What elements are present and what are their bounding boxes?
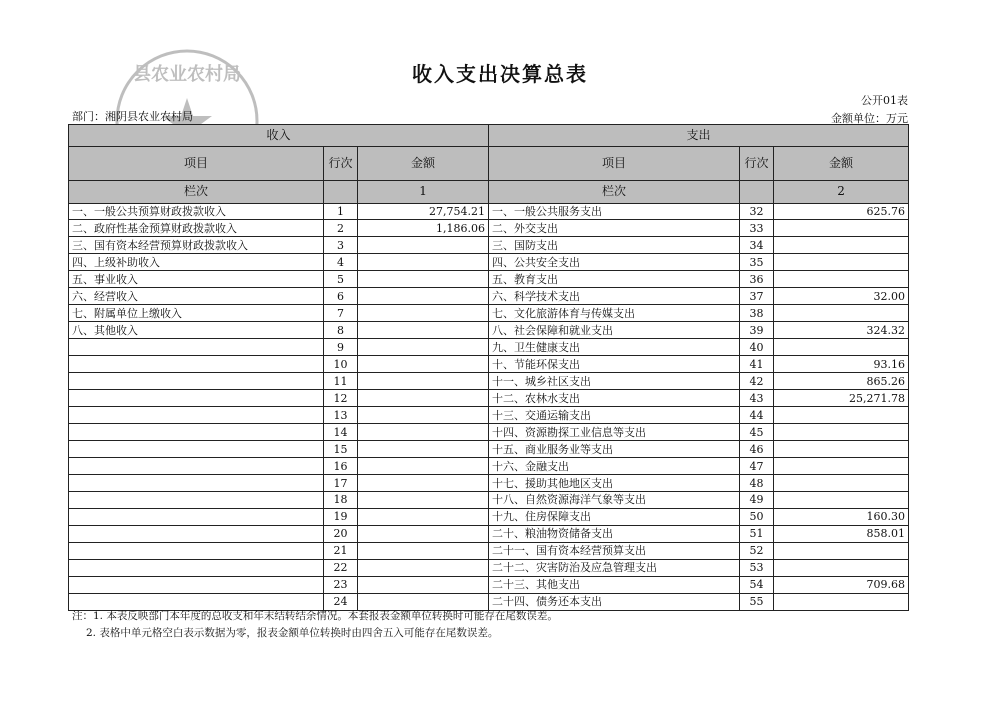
expense-cell-amount: 865.26 <box>774 373 909 390</box>
income-cell-amount <box>358 339 489 356</box>
income-cell-name: 五、事业收入 <box>69 271 324 288</box>
income-cell-row: 17 <box>324 475 358 492</box>
income-cell-amount <box>358 491 489 508</box>
expense-table-row <box>489 390 909 407</box>
expense-table <box>488 124 909 611</box>
expense-cell-name: 二、外交支出 <box>489 220 740 237</box>
income-table-row <box>69 203 489 220</box>
expense-cell-name: 二十、粮油物资储备支出 <box>489 525 740 542</box>
income-cell-name: 四、上级补助收入 <box>69 254 324 271</box>
expense-table-row <box>489 491 909 508</box>
income-cell-amount <box>358 525 489 542</box>
income-cell-amount <box>358 576 489 593</box>
expense-col-num: 2 <box>774 181 909 203</box>
expense-cell-row: 51 <box>740 525 774 542</box>
income-cell-name: 八、其他收入 <box>69 322 324 339</box>
note-1: 注：1. 本表反映部门本年度的总收支和年末结转结余情况。本套报表金额单位转换时可能存在尾数误差。 <box>72 610 558 622</box>
income-col-num: 1 <box>358 181 489 203</box>
expense-cell-name: 十、节能环保支出 <box>489 356 740 373</box>
expense-cell-name: 八、社会保障和就业支出 <box>489 322 740 339</box>
income-col-amount: 金额 <box>358 147 489 181</box>
expense-cell-amount <box>774 424 909 441</box>
expense-table-row <box>489 576 909 593</box>
expense-col-amount: 金额 <box>774 147 909 181</box>
expense-cell-row: 53 <box>740 559 774 576</box>
income-cell-name <box>69 407 324 424</box>
expense-cell-row: 52 <box>740 542 774 559</box>
expense-cell-amount <box>774 559 909 576</box>
expense-cell-name: 十一、城乡社区支出 <box>489 373 740 390</box>
income-cell-amount <box>358 390 489 407</box>
expense-cell-name: 十六、金融支出 <box>489 458 740 475</box>
expense-cell-name: 六、科学技术支出 <box>489 288 740 305</box>
expense-cell-name: 十八、自然资源海洋气象等支出 <box>489 491 740 508</box>
expense-table-row <box>489 424 909 441</box>
expense-cell-name: 十五、商业服务业等支出 <box>489 441 740 458</box>
expense-cell-row: 55 <box>740 593 774 610</box>
expense-header: 支出 <box>489 125 909 147</box>
income-cell-amount <box>358 322 489 339</box>
income-table-row <box>69 271 489 288</box>
expense-cell-name: 二十四、债务还本支出 <box>489 593 740 610</box>
expense-cell-name: 十七、援助其他地区支出 <box>489 475 740 492</box>
income-cell-row: 21 <box>324 542 358 559</box>
expense-table-row <box>489 441 909 458</box>
income-cell-row: 16 <box>324 458 358 475</box>
expense-cell-amount: 324.32 <box>774 322 909 339</box>
expense-cell-name: 五、教育支出 <box>489 271 740 288</box>
expense-table-row <box>489 203 909 220</box>
income-cell-name: 一、一般公共预算财政拨款收入 <box>69 203 324 220</box>
expense-cell-name: 十二、农林水支出 <box>489 390 740 407</box>
income-cell-row: 1 <box>324 203 358 220</box>
expense-table-row <box>489 458 909 475</box>
expense-cell-name: 十九、住房保障支出 <box>489 508 740 525</box>
form-code: 公开01表 <box>861 94 908 107</box>
income-table-row <box>69 220 489 237</box>
expense-cell-row: 42 <box>740 373 774 390</box>
income-table-row <box>69 407 489 424</box>
income-cell-name <box>69 542 324 559</box>
expense-cell-name: 二十二、灾害防治及应急管理支出 <box>489 559 740 576</box>
income-table-row <box>69 305 489 322</box>
income-cell-row: 15 <box>324 441 358 458</box>
income-cell-name <box>69 475 324 492</box>
expense-cell-amount: 625.76 <box>774 203 909 220</box>
expense-cell-name: 三、国防支出 <box>489 237 740 254</box>
income-cell-name <box>69 458 324 475</box>
expense-table-row <box>489 288 909 305</box>
expense-table-row <box>489 508 909 525</box>
income-cell-amount <box>358 356 489 373</box>
income-col-blank <box>324 181 358 203</box>
income-cell-row: 20 <box>324 525 358 542</box>
income-cell-row: 3 <box>324 237 358 254</box>
expense-cell-row: 38 <box>740 305 774 322</box>
income-cell-amount <box>358 305 489 322</box>
expense-col-item: 项目 <box>489 147 740 181</box>
expense-cell-row: 46 <box>740 441 774 458</box>
expense-cell-name: 九、卫生健康支出 <box>489 339 740 356</box>
notes <box>72 608 558 642</box>
expense-cell-row: 37 <box>740 288 774 305</box>
income-cell-row: 10 <box>324 356 358 373</box>
department-label: 部门：湘阴县农业农村局 <box>72 110 193 123</box>
income-cell-name <box>69 491 324 508</box>
income-cell-row: 6 <box>324 288 358 305</box>
income-cell-amount <box>358 508 489 525</box>
income-cell-row: 5 <box>324 271 358 288</box>
income-cell-amount <box>358 475 489 492</box>
expense-col-row: 行次 <box>740 147 774 181</box>
income-cell-row: 18 <box>324 491 358 508</box>
income-cell-amount <box>358 237 489 254</box>
income-table-row <box>69 254 489 271</box>
expense-cell-amount <box>774 339 909 356</box>
expense-cell-amount <box>774 305 909 322</box>
expense-cell-name: 一、一般公共服务支出 <box>489 203 740 220</box>
page-title: 收入支出决算总表 <box>412 62 588 86</box>
expense-cell-name: 十四、资源勘探工业信息等支出 <box>489 424 740 441</box>
income-cell-name <box>69 559 324 576</box>
expense-cell-row: 54 <box>740 576 774 593</box>
income-cell-name <box>69 390 324 407</box>
income-header: 收入 <box>69 125 489 147</box>
income-cell-row: 23 <box>324 576 358 593</box>
income-table-row <box>69 356 489 373</box>
expense-table-row <box>489 407 909 424</box>
svg-text:县农业农村局: 县农业农村局 <box>133 64 241 85</box>
expense-cell-row: 40 <box>740 339 774 356</box>
income-cell-row: 9 <box>324 339 358 356</box>
income-table-row <box>69 339 489 356</box>
expense-cell-row: 45 <box>740 424 774 441</box>
unit-label: 金额单位：万元 <box>831 112 908 125</box>
income-table-row <box>69 475 489 492</box>
expense-table-row <box>489 305 909 322</box>
expense-cell-row: 36 <box>740 271 774 288</box>
income-cell-amount <box>358 373 489 390</box>
expense-cell-row: 39 <box>740 322 774 339</box>
income-table-row <box>69 491 489 508</box>
expense-cell-row: 47 <box>740 458 774 475</box>
income-cell-name <box>69 508 324 525</box>
income-cell-amount <box>358 542 489 559</box>
expense-table-row <box>489 237 909 254</box>
expense-cell-row: 32 <box>740 203 774 220</box>
income-cell-name: 二、政府性基金预算财政拨款收入 <box>69 220 324 237</box>
expense-table-row <box>489 356 909 373</box>
income-cell-name <box>69 356 324 373</box>
income-table-row <box>69 559 489 576</box>
expense-table-row <box>489 339 909 356</box>
income-cell-row: 13 <box>324 407 358 424</box>
income-cell-name <box>69 373 324 390</box>
income-cell-row: 12 <box>324 390 358 407</box>
income-cell-name: 三、国有资本经营预算财政拨款收入 <box>69 237 324 254</box>
expense-table-row <box>489 322 909 339</box>
income-cell-row: 7 <box>324 305 358 322</box>
income-table-row <box>69 576 489 593</box>
expense-cell-row: 35 <box>740 254 774 271</box>
income-cell-name <box>69 576 324 593</box>
income-table-row <box>69 322 489 339</box>
income-cell-row: 14 <box>324 424 358 441</box>
expense-table-row <box>489 525 909 542</box>
expense-cell-amount <box>774 542 909 559</box>
expense-cell-amount <box>774 458 909 475</box>
income-cell-amount <box>358 424 489 441</box>
expense-cell-name: 十三、交通运输支出 <box>489 407 740 424</box>
expense-cell-row: 33 <box>740 220 774 237</box>
income-table <box>68 124 489 611</box>
expense-col-lanci: 栏次 <box>489 181 740 203</box>
income-cell-row: 11 <box>324 373 358 390</box>
income-cell-row: 24 <box>324 593 358 610</box>
income-cell-row: 22 <box>324 559 358 576</box>
expense-cell-amount <box>774 237 909 254</box>
income-cell-name <box>69 339 324 356</box>
income-cell-amount <box>358 271 489 288</box>
expense-cell-row: 34 <box>740 237 774 254</box>
expense-cell-row: 41 <box>740 356 774 373</box>
income-cell-amount <box>358 458 489 475</box>
expense-cell-amount <box>774 441 909 458</box>
expense-cell-amount <box>774 593 909 610</box>
income-cell-amount <box>358 407 489 424</box>
expense-cell-row: 44 <box>740 407 774 424</box>
expense-cell-row: 49 <box>740 491 774 508</box>
income-cell-name <box>69 441 324 458</box>
expense-table-row <box>489 475 909 492</box>
income-cell-row: 4 <box>324 254 358 271</box>
income-table-row <box>69 542 489 559</box>
expense-col-blank <box>740 181 774 203</box>
expense-cell-row: 43 <box>740 390 774 407</box>
income-table-row <box>69 508 489 525</box>
income-table-row <box>69 424 489 441</box>
income-cell-amount <box>358 288 489 305</box>
expense-cell-amount: 160.30 <box>774 508 909 525</box>
expense-cell-amount: 25,271.78 <box>774 390 909 407</box>
income-cell-row: 2 <box>324 220 358 237</box>
income-cell-name: 六、经营收入 <box>69 288 324 305</box>
income-table-row <box>69 390 489 407</box>
income-col-row: 行次 <box>324 147 358 181</box>
expense-cell-name: 四、公共安全支出 <box>489 254 740 271</box>
expense-cell-name: 七、文化旅游体育与传媒支出 <box>489 305 740 322</box>
income-table-row <box>69 288 489 305</box>
expense-table-row <box>489 559 909 576</box>
income-cell-amount: 27,754.21 <box>358 203 489 220</box>
note-2: 2. 表格中单元格空白表示数据为零，报表金额单位转换时由四舍五入可能存在尾数误差。 <box>86 627 499 639</box>
income-cell-amount <box>358 254 489 271</box>
expense-table-row <box>489 254 909 271</box>
expense-cell-row: 48 <box>740 475 774 492</box>
expense-cell-amount: 93.16 <box>774 356 909 373</box>
income-cell-row: 19 <box>324 508 358 525</box>
expense-cell-name: 二十一、国有资本经营预算支出 <box>489 542 740 559</box>
expense-cell-amount <box>774 254 909 271</box>
income-table-row <box>69 237 489 254</box>
income-table-row <box>69 441 489 458</box>
expense-table-row <box>489 542 909 559</box>
expense-table-row <box>489 271 909 288</box>
expense-table-row <box>489 220 909 237</box>
income-table-row <box>69 525 489 542</box>
income-col-item: 项目 <box>69 147 324 181</box>
expense-cell-amount: 709.68 <box>774 576 909 593</box>
income-table-row <box>69 373 489 390</box>
expense-table-row <box>489 373 909 390</box>
expense-cell-amount <box>774 271 909 288</box>
income-cell-amount: 1,186.06 <box>358 220 489 237</box>
income-cell-amount <box>358 441 489 458</box>
income-table-row <box>69 458 489 475</box>
income-cell-row: 8 <box>324 322 358 339</box>
expense-cell-amount <box>774 407 909 424</box>
expense-cell-row: 50 <box>740 508 774 525</box>
expense-cell-amount <box>774 475 909 492</box>
income-cell-name <box>69 424 324 441</box>
income-cell-name <box>69 525 324 542</box>
expense-cell-name: 二十三、其他支出 <box>489 576 740 593</box>
expense-cell-amount <box>774 220 909 237</box>
expense-cell-amount <box>774 491 909 508</box>
expense-cell-amount: 32.00 <box>774 288 909 305</box>
income-col-lanci: 栏次 <box>69 181 324 203</box>
expense-cell-amount: 858.01 <box>774 525 909 542</box>
income-cell-amount <box>358 559 489 576</box>
income-cell-name: 七、附属单位上缴收入 <box>69 305 324 322</box>
